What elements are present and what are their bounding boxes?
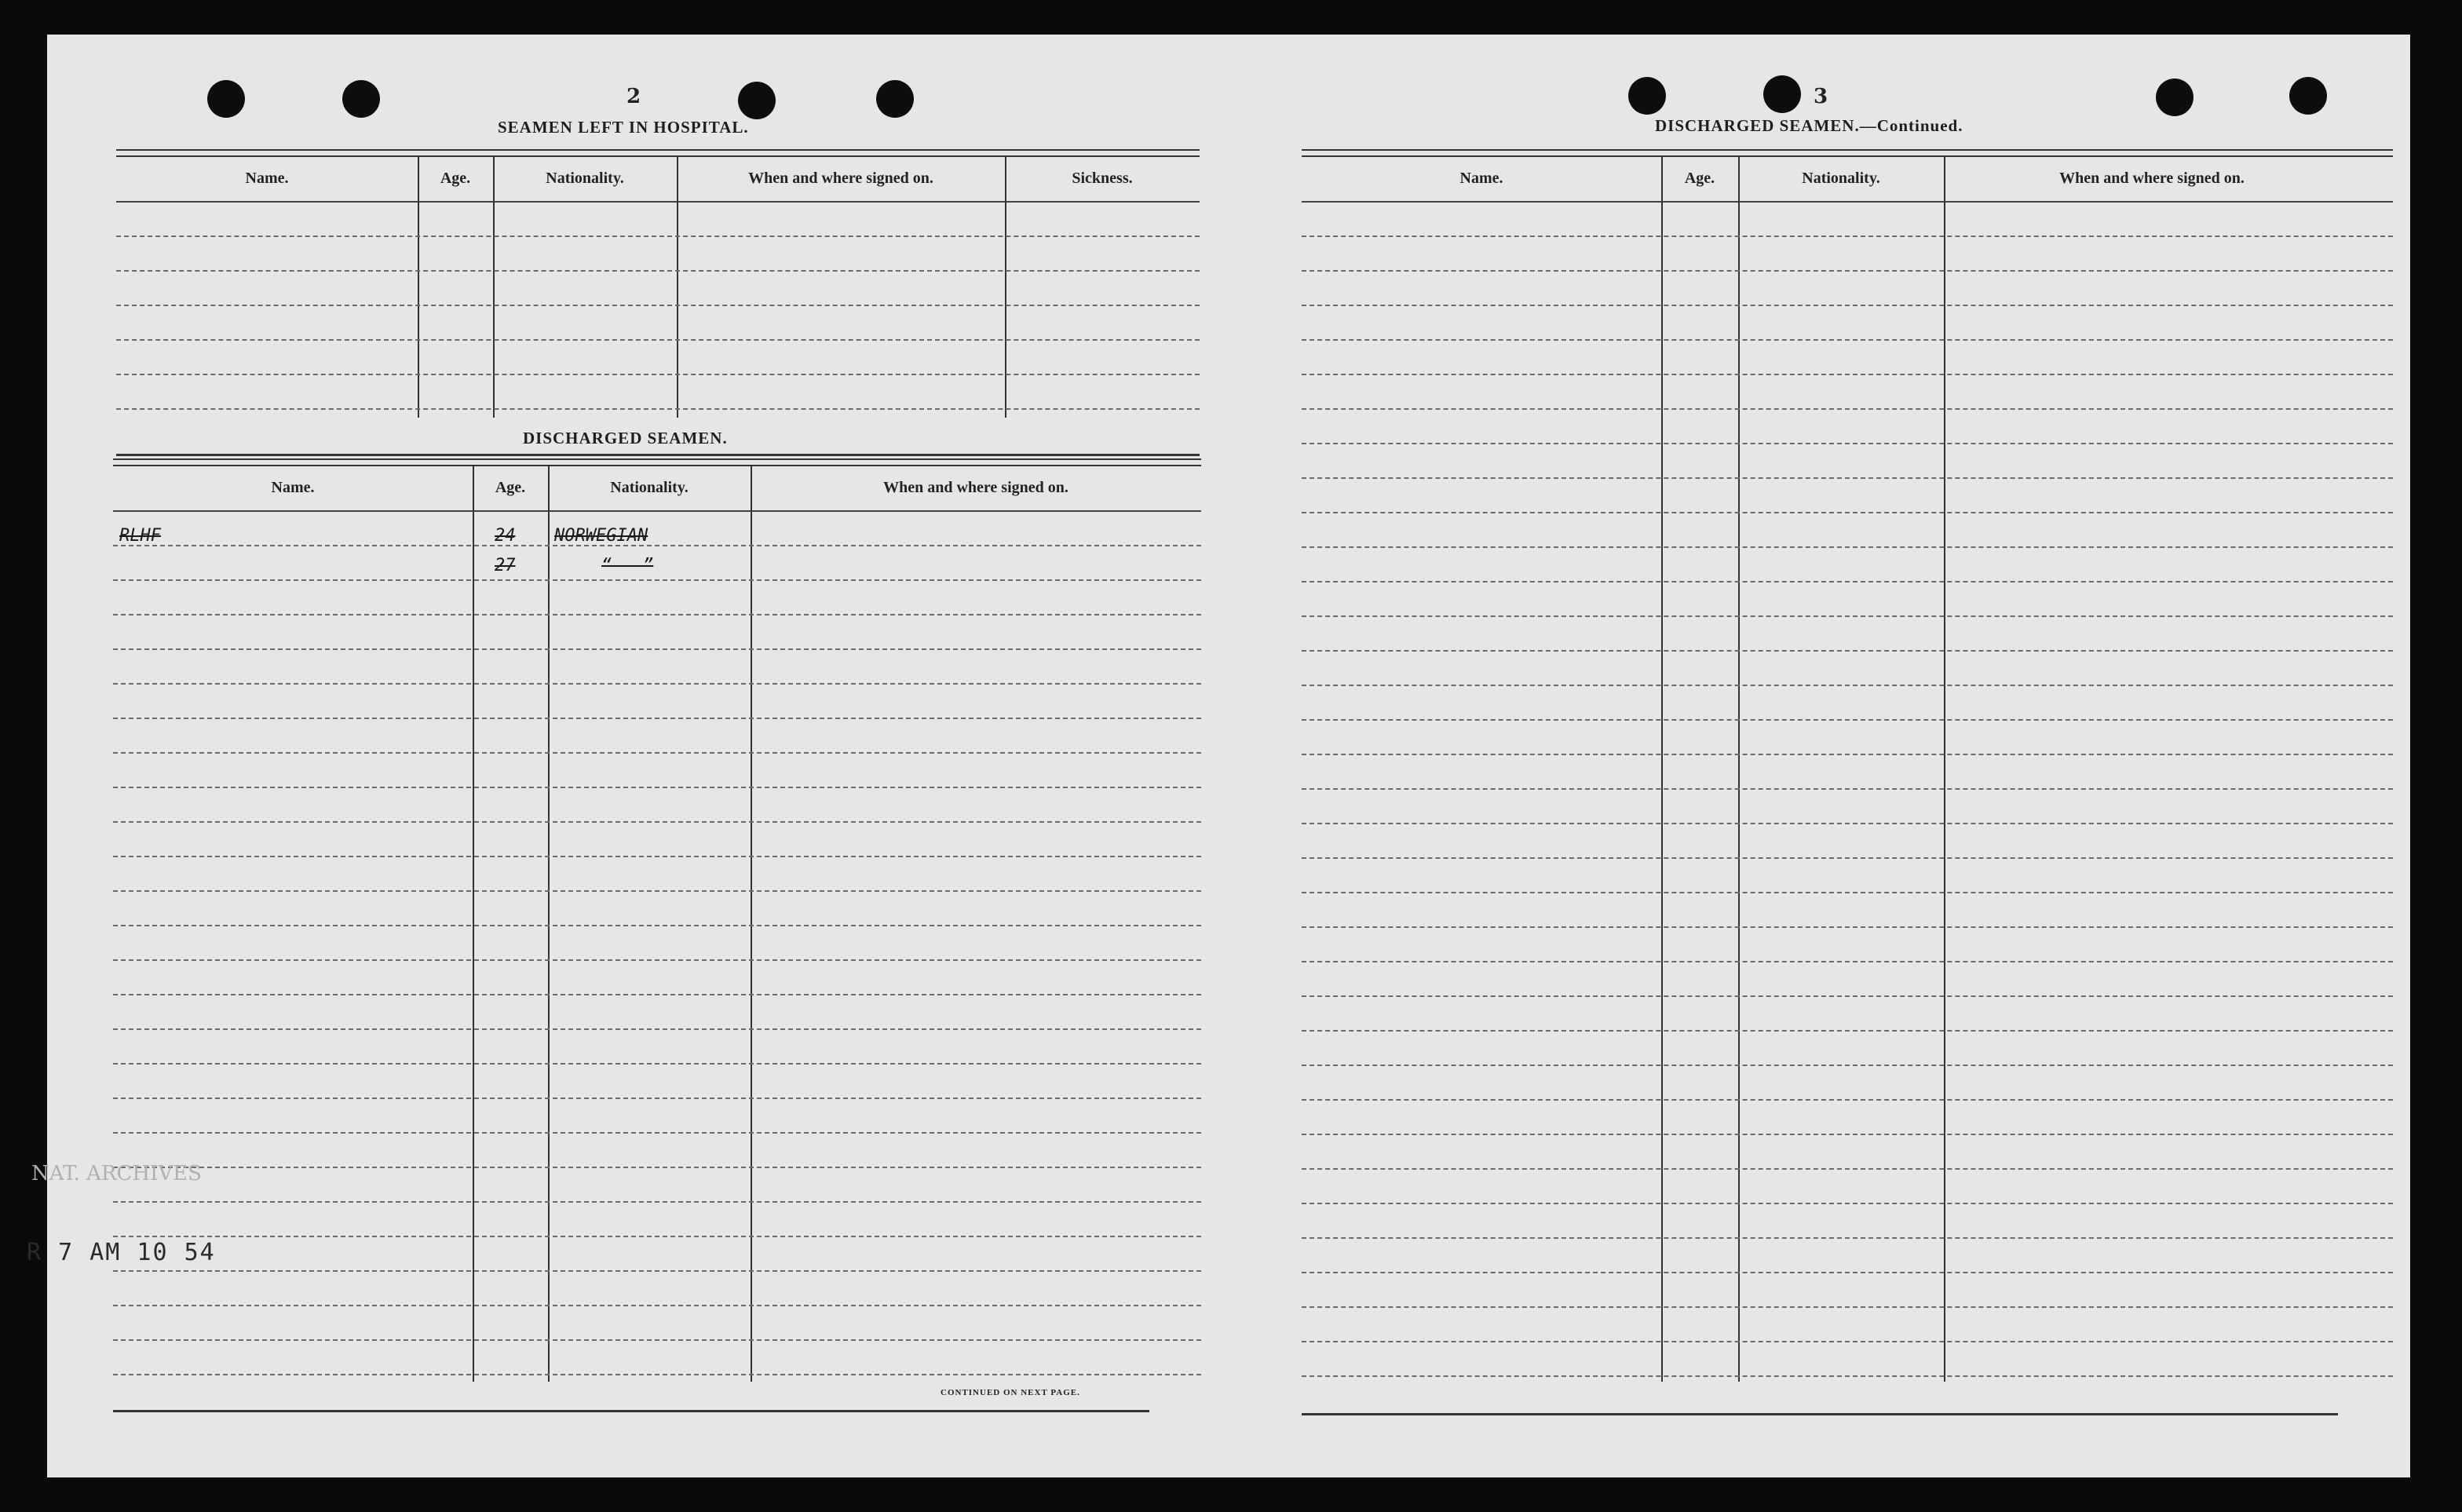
- ruled-line: [1302, 961, 2393, 962]
- manifest-sheet: [27, 35, 2410, 1477]
- col-header-nationality: Nationality.: [546, 169, 624, 187]
- ruled-line: [1302, 546, 2393, 548]
- ruled-line: [113, 959, 1201, 961]
- ruled-line: [1302, 1306, 2393, 1308]
- ruled-line: [1302, 1341, 2393, 1342]
- ruled-line: [1302, 512, 2393, 513]
- ruled-line: [1302, 1237, 2393, 1239]
- ruled-line: [113, 648, 1201, 650]
- ruled-line: [1302, 374, 2393, 375]
- entry-name: RLHF: [119, 526, 161, 546]
- ruled-line: [1302, 857, 2393, 859]
- ruled-line: [113, 752, 1201, 754]
- discharged-table-left: [113, 458, 1201, 1424]
- col-header-age: Age.: [1684, 169, 1715, 187]
- ruled-line: [113, 1270, 1201, 1272]
- ruled-line: [113, 787, 1201, 788]
- ruled-line: [1302, 926, 2393, 928]
- punch-hole: [342, 80, 380, 118]
- ruled-line: [1302, 615, 2393, 617]
- ruled-line: [1302, 1203, 2393, 1204]
- ruled-line: [1302, 650, 2393, 652]
- continued-footer: CONTINUED ON NEXT PAGE.: [941, 1388, 1080, 1397]
- entry-age: 27: [495, 556, 516, 575]
- ruled-line: [1302, 995, 2393, 997]
- ruled-line: [116, 270, 1200, 272]
- ruled-line: [113, 579, 1201, 581]
- left-page-number: 2: [626, 85, 641, 108]
- ruled-line: [116, 408, 1200, 410]
- ruled-line: [1302, 408, 2393, 410]
- punch-hole: [876, 80, 914, 118]
- col-header-name: Name.: [1459, 169, 1503, 187]
- punch-hole: [2289, 77, 2327, 115]
- ruled-line: [113, 1028, 1201, 1030]
- ruled-line: [116, 339, 1200, 341]
- ruled-line: [113, 925, 1201, 926]
- ruled-line: [1302, 1272, 2393, 1273]
- punch-hole: [1628, 77, 1666, 115]
- col-header-signed-on: When and where signed on.: [883, 478, 1068, 496]
- ruled-line: [113, 856, 1201, 857]
- ruled-line: [1302, 788, 2393, 790]
- ruled-line: [1302, 339, 2393, 341]
- ruled-line: [1302, 1030, 2393, 1032]
- hospital-section-title: SEAMEN LEFT IN HOSPITAL.: [498, 118, 749, 137]
- punch-hole: [2156, 79, 2194, 116]
- ruled-line: [113, 1305, 1201, 1306]
- right-page-number: 3: [1814, 85, 1828, 108]
- ruled-line: [1302, 823, 2393, 824]
- col-header-sickness: Sickness.: [1072, 169, 1133, 187]
- ruled-line: [1302, 1065, 2393, 1066]
- right-section-title: DISCHARGED SEAMEN.—Continued.: [1655, 116, 1963, 135]
- ruled-line: [1302, 581, 2393, 583]
- entry-nationality: NORWEGIAN: [554, 526, 648, 546]
- ruled-line: [113, 683, 1201, 685]
- ruled-line: [1302, 892, 2393, 893]
- ruled-line: [1302, 685, 2393, 686]
- ruled-line: [1302, 1134, 2393, 1135]
- ruled-line: [116, 374, 1200, 375]
- col-header-age: Age.: [495, 478, 526, 496]
- ruled-line: [113, 1132, 1201, 1134]
- ruled-line: [113, 1063, 1201, 1065]
- hospital-table: [116, 149, 1200, 458]
- ruled-line: [1302, 305, 2393, 306]
- ruled-line: [113, 1339, 1201, 1341]
- col-header-nationality: Nationality.: [610, 478, 689, 496]
- col-header-name: Name.: [245, 169, 289, 187]
- ruled-line: [113, 1201, 1201, 1203]
- ruled-line: [1302, 236, 2393, 237]
- col-header-signed-on: When and where signed on.: [2059, 169, 2245, 187]
- discharged-section-title: DISCHARGED SEAMEN.: [523, 429, 728, 447]
- ruled-line: [113, 821, 1201, 823]
- ruled-line: [116, 236, 1200, 237]
- col-header-name: Name.: [271, 478, 315, 496]
- punch-hole: [738, 82, 776, 119]
- col-header-nationality: Nationality.: [1802, 169, 1880, 187]
- discharged-table-right: [1302, 149, 2393, 1421]
- entry-age: 24: [495, 526, 516, 546]
- ruled-line: [113, 1374, 1201, 1375]
- ruled-line: [113, 1236, 1201, 1237]
- entry-nationality: “ — ”: [601, 556, 654, 575]
- ruled-line: [1302, 1168, 2393, 1170]
- ruled-line: [113, 614, 1201, 615]
- ruled-line: [1302, 477, 2393, 479]
- col-header-age: Age.: [440, 169, 471, 187]
- ruled-line: [113, 545, 1201, 546]
- ruled-line: [1302, 754, 2393, 755]
- ruled-line: [116, 305, 1200, 306]
- faint-archive-stamp: NAT. ARCHIVES: [31, 1162, 202, 1185]
- col-header-signed-on: When and where signed on.: [748, 169, 933, 187]
- punch-hole: [207, 80, 245, 118]
- ruled-line: [113, 890, 1201, 892]
- punch-hole: [1763, 75, 1801, 113]
- ruled-line: [113, 1167, 1201, 1168]
- ruled-line: [1302, 270, 2393, 272]
- ruled-line: [113, 994, 1201, 995]
- ruled-line: [113, 1097, 1201, 1099]
- ruled-line: [1302, 719, 2393, 721]
- ruled-line: [1302, 1375, 2393, 1377]
- receipt-stamp: R 7 AM 10 54: [27, 1239, 216, 1266]
- ruled-line: [113, 718, 1201, 719]
- ruled-line: [1302, 443, 2393, 444]
- ruled-line: [1302, 1099, 2393, 1101]
